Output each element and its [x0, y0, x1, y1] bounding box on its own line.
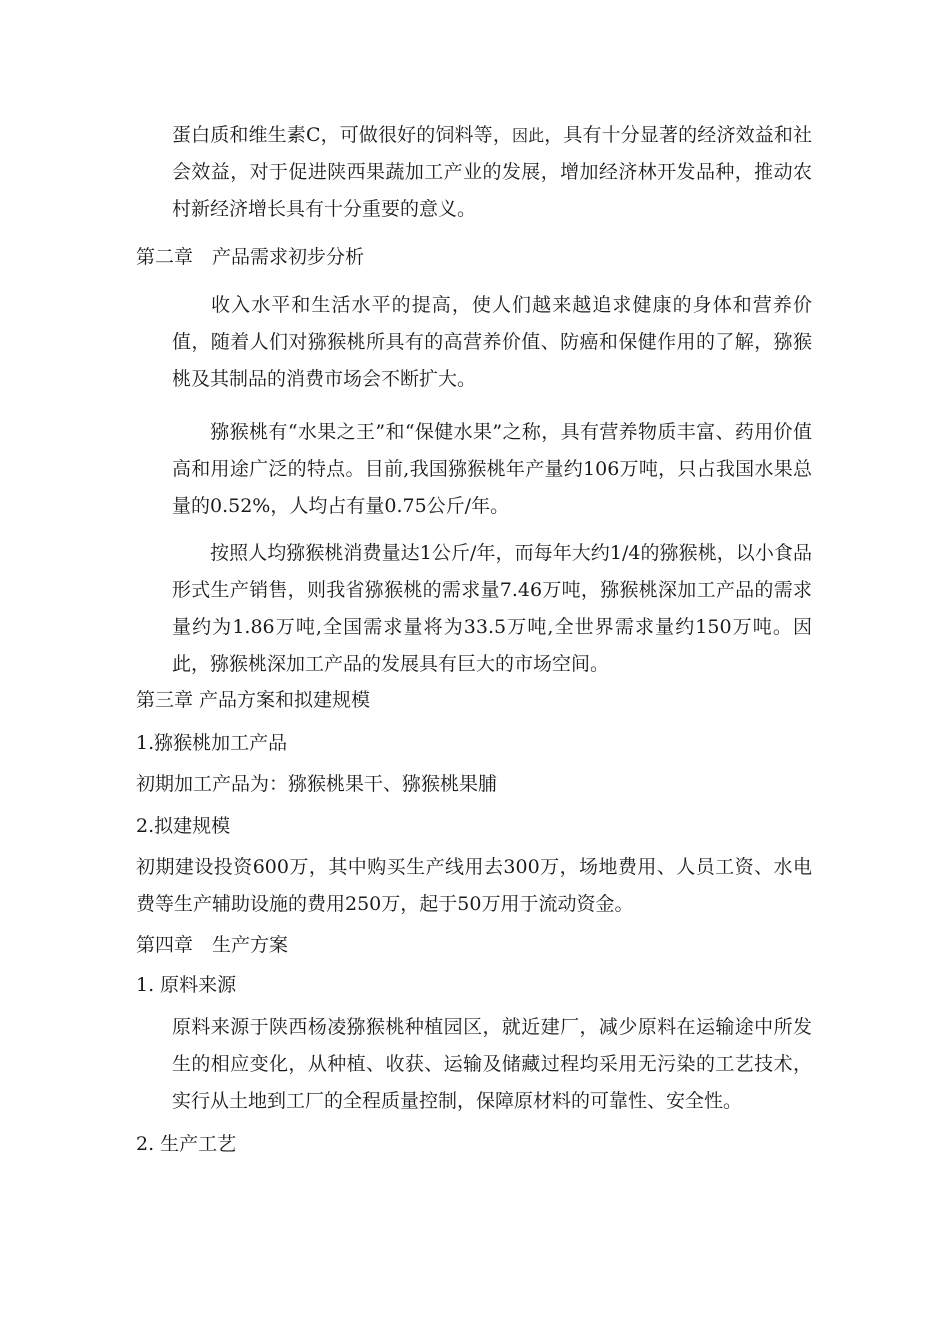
paragraph-intro-continued [172, 117, 812, 228]
chapter-3-heading: 第三章 产品方案和拟建规模 [136, 689, 371, 711]
paragraph-ch2-income: 收入水平和生活水平的提高，使人们越来越追求健康的身体和营养价值，随着人们对猕猴桃所具有的高营养价值、防癌和保健作用的了解，猕猴桃及其制品的消费市场会不断扩大。 [172, 294, 812, 390]
intro-text-a: 蛋白质和维生素C，可做很好的饲料等， [172, 124, 512, 146]
paragraph-ch2-kiwi-status: 猕猴桃有“水果之王”和“保健水果”之称，具有营养物质丰富、药用价值高和用途广泛的特点。目前,我国猕猴桃年产量约106万吨，只占我国水果总量的0.52%，人均占有量0.75公斤/年。 [172, 421, 812, 517]
chapter-2-heading: 第二章 产品需求初步分析 [136, 246, 365, 268]
section-3-2-heading: 2.拟建规模 [136, 815, 231, 837]
section-3-2-text: 初期建设投资600万，其中购买生产线用去300万，场地费用、人员工资、水电费等生产辅助设施的费用250万，起于50万用于流动资金。 [136, 856, 812, 915]
section-4-1-text: 原料来源于陕西杨凌猕猴桃种植园区，就近建厂，减少原料在运输途中所发生的相应变化，从种植、收获、运输及储藏过程均采用无污染的工艺技术，实行从土地到工厂的全程质量控制，保障原材料的可靠性、安全性。 [172, 1016, 812, 1112]
section-4-1-heading: 1. 原料来源 [136, 974, 237, 996]
section-4-2-heading: 2. 生产工艺 [136, 1133, 237, 1155]
intro-text-c: ，具有十分显著的经济效益和社会效益，对于促进陕西果蔬加工产业的发展，增加经济林开发品种，推动农村新经济增长具有十分重要的意义。 [172, 124, 812, 220]
section-3-1-text: 初期加工产品为：猕猴桃果干、猕猴桃果脯 [136, 773, 498, 795]
chapter-4-heading: 第四章 生产方案 [136, 934, 289, 956]
paragraph-ch2-demand: 按照人均猕猴桃消费量达1公斤/年，而每年大约1/4的猕猴桃，以小食品形式生产销售，则我省猕猴桃的需求量7.46万吨，猕猴桃深加工产品的需求量约为1.86万吨,全国需求量将为33.5万吨,全世界需求量约150万吨。因此，猕猴桃深加工产品的发展具有巨大的市场空间。 [172, 542, 812, 675]
section-3-1-heading: 1.猕猴桃加工产品 [136, 732, 288, 754]
intro-text-b: 因此 [511, 126, 545, 145]
